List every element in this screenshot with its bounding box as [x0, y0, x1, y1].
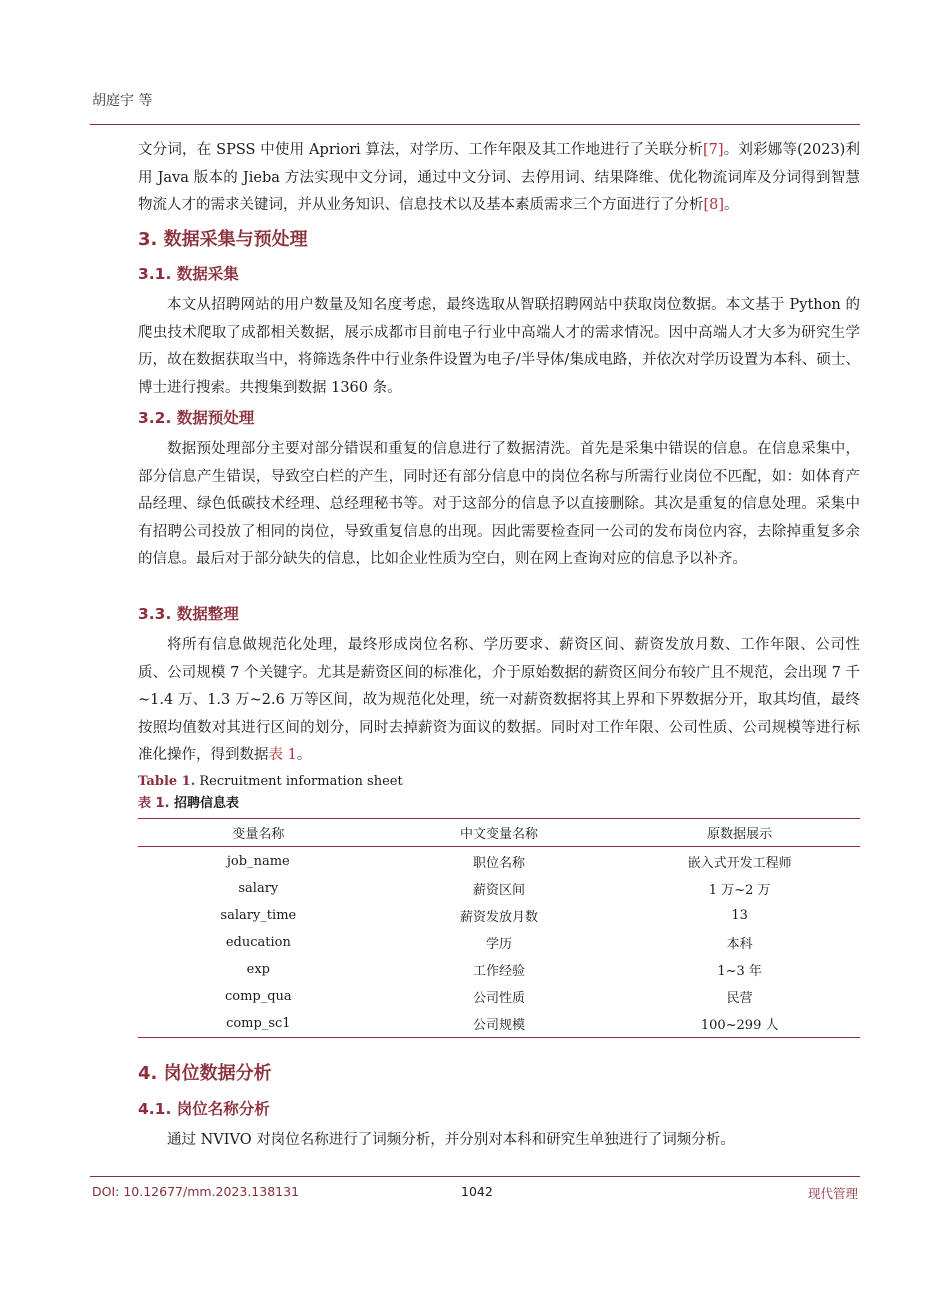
table-row [138, 956, 860, 983]
intro-paragraph [138, 137, 860, 220]
table-cell: exp [246, 962, 270, 977]
table-cell: education [225, 935, 291, 950]
footer-journal-name: 现代管理 [807, 1186, 858, 1201]
running-header-author: 胡庭宇 等 [92, 93, 153, 109]
table-caption-cn-text: 招聘信息表 [169, 796, 240, 811]
table-cell: 100~299 人 [700, 1018, 779, 1033]
table-cell: comp_sc1 [226, 1016, 291, 1031]
footer-page-number: 1042 [461, 1184, 493, 1199]
table-cell: 薪资发放月数 [459, 910, 538, 925]
table-cell: 职位名称 [472, 856, 525, 871]
table-caption-cn-label: 表 1. [138, 796, 170, 811]
table-caption-en [138, 774, 403, 789]
table-row [138, 847, 860, 876]
section-3-heading: 3. 数据采集与预处理 [138, 229, 308, 250]
section-4-heading: 4. 岗位数据分析 [138, 1063, 272, 1084]
section-3-3-end: 。 [296, 747, 312, 764]
table-cell: salary [238, 881, 279, 896]
intro-text-2: 。刘彩娜等(2023)利用 Java 版本的 Jieba 方法实现中文分词，通过中文分词、去停用词、结果降维、优化物流词库及分词得到智慧物流人才的需求关键词，并从业务知识、信息技术以及基本素质需求三个方面进行了分析 [138, 142, 861, 214]
table-header-row [138, 819, 860, 847]
table-header-cell: 原数据展示 [707, 827, 773, 842]
section-3-3-paragraph [138, 632, 860, 770]
table-1-link[interactable]: 表 1 [268, 747, 297, 764]
section-3-1-heading: 3.1. 数据采集 [138, 265, 239, 283]
table-cell: 工作经验 [472, 964, 525, 979]
section-3-3-text: 将所有信息做规范化处理，最终形成岗位名称、学历要求、薪资区间、薪资发放月数、工作年限、公司性质、公司规模 7 个关键字。尤其是薪资区间的标准化，介于原始数据的薪资区间分布较广且不规范，会出现 7 千~1.4 万、1.3 万~2.6 万等区间，故为规范化处理，统一对薪资数据将其上界和下界数据分开，取其均值，最终按照均值数对其进行区间的划分，同时去掉薪资为面议的数据。同时对工作年限、公司性质、公司规模等进行标准化操作，得到数据 [138, 637, 860, 764]
footer-doi-link[interactable]: DOI: 10.12677/mm.2023.138131 [92, 1184, 300, 1199]
table-caption-cn [138, 792, 239, 811]
table-cell: 13 [731, 908, 748, 923]
intro-text-3: 。 [724, 197, 739, 214]
table-cell: 1 万~2 万 [708, 883, 771, 898]
table-row [138, 902, 860, 929]
table-header-cell: 变量名称 [232, 827, 285, 842]
section-4-1-paragraph: 通过 NVIVO 对岗位名称进行了词频分析，并分别对本科和研究生单独进行了词频分析。 [167, 1132, 735, 1148]
section-3-2-paragraph: 数据预处理部分主要对部分错误和重复的信息进行了数据清洗。首先是采集中错误的信息。在信息采集中，部分信息产生错误，导致空白栏的产生，同时还有部分信息中的岗位名称与所需行业岗位不匹配，如：如体育产品经理、绿色低碳技术经理、总经理秘书等。对于这部分的信息予以直接删除。其次是重复的信息处理。采集中有招聘公司投放了相同的岗位，导致重复信息的出现。因此需要检查同一公司的发布岗位内容，去除掉重复多余的信息。最后对于部分缺失的信息，比如企业性质为空白，则在网上查询对应的信息予以补齐。 [138, 441, 860, 568]
table-caption-en-text: Recruitment information sheet [195, 774, 403, 789]
table-row [138, 983, 860, 1010]
table-caption-en-label: Table 1. [138, 774, 196, 789]
table-cell: 薪资区间 [472, 883, 525, 898]
table-cell: comp_qua [224, 989, 292, 1004]
table-cell: job_name [226, 854, 290, 869]
table-row [138, 875, 860, 902]
section-3-1-paragraph: 本文从招聘网站的用户数量及知名度考虑，最终选取从智联招聘网站中获取岗位数据。本文基于 Python 的爬虫技术爬取了成都相关数据，展示成都市目前电子行业中高端人才的需求情况。因中高端人才大多为研究生学历，故在数据获取当中，将筛选条件中行业条件设置为电子/半导体/集成电路，并依次对学历设置为本科、硕士、博士进行搜索。共搜集到数据 1360 条。 [138, 297, 860, 396]
section-4-1-heading: 4.1. 岗位名称分析 [138, 1100, 270, 1118]
recruitment-info-table [138, 818, 860, 1038]
table-cell: 公司规模 [472, 1018, 525, 1033]
table-row [138, 929, 860, 956]
intro-text-1: 文分词，在 SPSS 中使用 Apriori 算法，对学历、工作年限及其工作地进行了关联分析 [138, 142, 704, 158]
table-header-cell: 中文变量名称 [459, 827, 538, 842]
section-3-2-heading: 3.2. 数据预处理 [138, 409, 255, 427]
table-cell: 民营 [726, 991, 753, 1006]
citation-link-8[interactable]: [8] [703, 197, 725, 214]
table-cell: salary_time [220, 908, 297, 923]
footer-rule [90, 1176, 860, 1177]
header-rule [90, 124, 860, 125]
table-cell: 本科 [726, 937, 753, 952]
table-cell: 学历 [485, 937, 512, 952]
section-3-3-heading: 3.3. 数据整理 [138, 605, 239, 623]
citation-link-7[interactable]: [7] [703, 142, 724, 158]
table-row [138, 1010, 860, 1038]
table-cell: 嵌入式开发工程师 [687, 856, 792, 871]
table-cell: 公司性质 [472, 991, 525, 1006]
table-cell: 1~3 年 [717, 964, 762, 979]
